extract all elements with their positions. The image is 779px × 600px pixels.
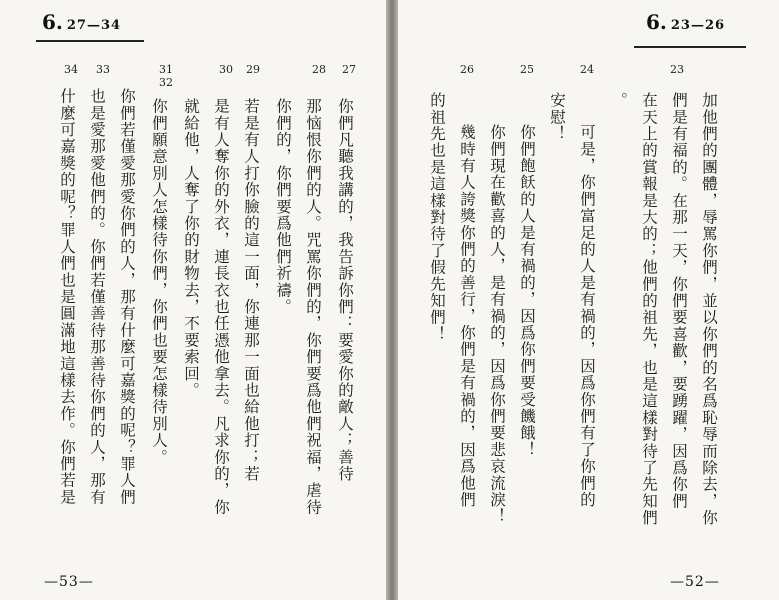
text-column: 那恼恨你們的人。咒罵你們的，你們要爲他們祝福，虐待 [304,98,322,516]
text-column: 你們凡聽我講的，我告訴你們：要愛你的敵人；善待 [336,98,354,483]
verse-number: 31 [159,63,173,76]
text-column: 安慰！ [548,92,566,143]
text-column: 什麼可嘉獎的呢？罪人們也是圓滿地這樣去作。你們若是 [58,88,76,506]
verse-number: 30 [219,63,233,76]
verse-number: 29 [246,63,260,76]
right-page [398,0,779,600]
verse-number: 34 [64,63,78,76]
text-column: 。 [610,92,628,109]
text-column: 在天上的賞報是大的；他們的祖先，也是這樣對待了先知們 [640,92,658,527]
text-column: 若是有人打你臉的這一面，你連那一面也給他打；若 [242,98,260,483]
page-number: —52— [670,574,720,590]
right-header-chapter: 6. [646,10,667,34]
right-page-header [646,10,725,34]
verse-number: 32 [159,76,173,89]
verse-number: 33 [96,63,110,76]
page-number: —53— [44,574,94,590]
text-column: 也是愛那愛他們的。你們若僅善待那善待你們的人，那有 [88,88,106,506]
verse-number: 25 [520,63,534,76]
text-column: 可是，你們富足的人是有禍的，因爲你們有了你們的 [578,124,596,509]
text-column: 幾時有人誇獎你們的善行，你們是有禍的，因爲他們 [458,124,476,509]
text-column: 就給他，人奪了你的財物去，不要索回。 [182,98,200,399]
text-column: 加他們的團體，辱罵你們，並以你們的名爲恥辱而除去，你 [700,92,718,527]
verse-number: 27 [342,63,356,76]
verse-number-group [156,63,176,89]
text-column: 的祖先也是這樣對待了假先知們！ [428,92,446,343]
book-gutter [386,0,398,600]
text-column: 你們飽飫的人是有禍的，因爲你們要受饑餓！ [518,124,536,458]
text-column: 們是有福的。在那一天，你們要喜歡，要踴躍，因爲你們 [670,92,688,510]
right-header-verses: 23—26 [670,18,726,33]
verse-number: 23 [670,63,684,76]
left-page [0,0,386,600]
text-column: 是有人奪你的外衣，連長衣也任憑他拿去。凡求你的，你 [212,98,230,516]
text-column: 你們願意別人怎樣待你們，你們也要怎樣待別人。 [150,98,168,466]
left-header-rule [36,40,144,42]
verse-number: 26 [460,63,474,76]
verse-number: 28 [312,63,326,76]
left-header-chapter: 6. [42,10,63,34]
verse-number: 24 [580,63,594,76]
text-column: 你們現在歡喜的人，是有禍的，因爲你們要悲哀流淚！ [488,124,506,525]
text-column: 你們若僅愛那愛你們的人，那有什麼可嘉獎的呢？罪人們 [118,88,136,506]
right-header-rule [634,46,746,48]
left-page-header [42,10,121,34]
text-column: 你們的，你們要爲他們祈禱。 [274,98,292,316]
left-header-verses: 27—34 [66,18,122,33]
